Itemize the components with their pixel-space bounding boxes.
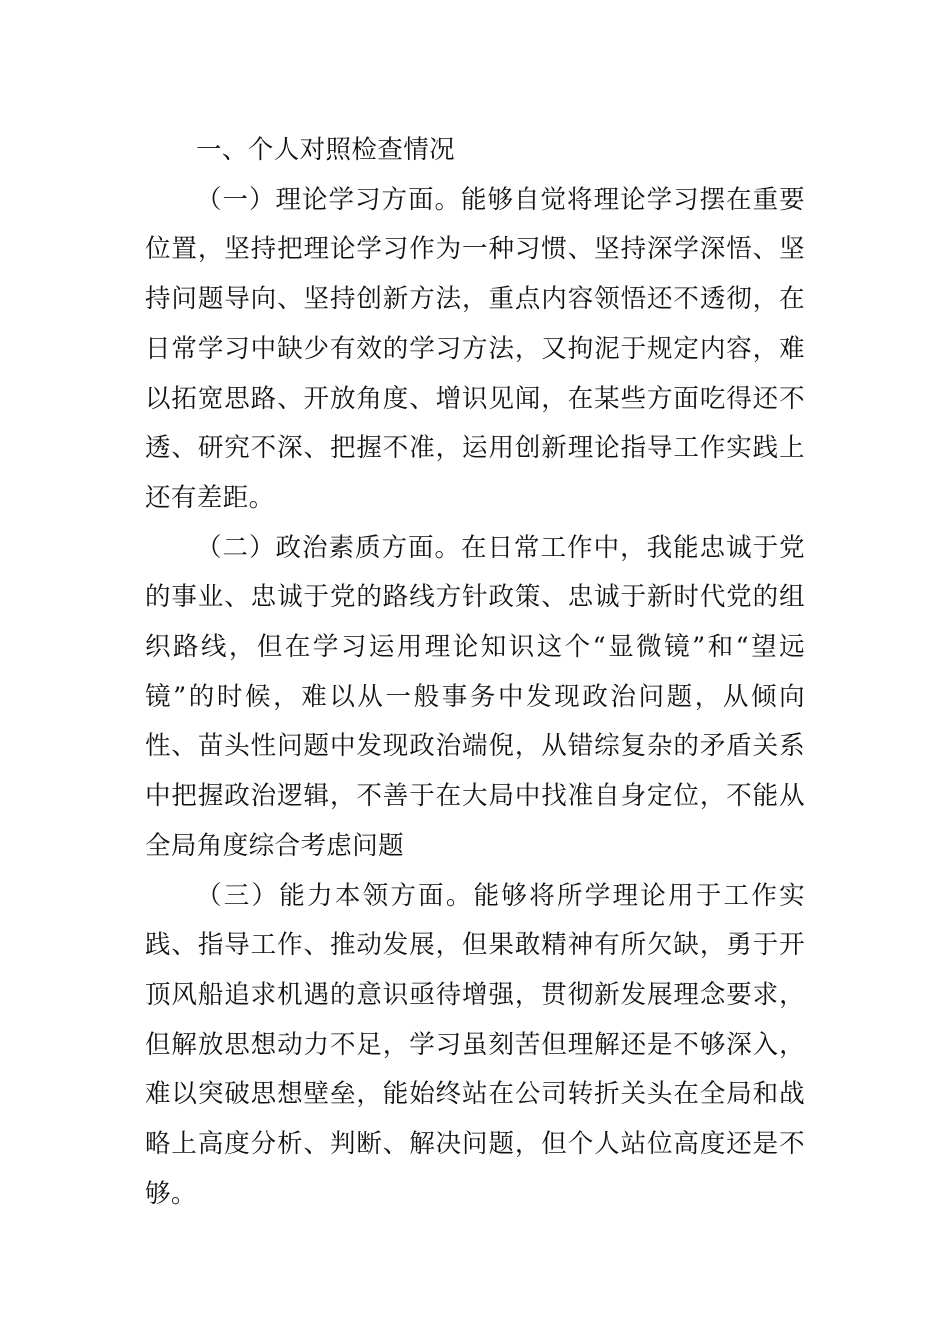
section-heading: 一、个人对照检查情况	[196, 135, 456, 165]
paragraph-theory-study: （一）理论学习方面。能够自觉将理论学习摆在重要位置，坚持把理论学习作为一种习惯、坚持深学深悟、坚持问题导向、坚持创新方法，重点内容领悟还不透彻，在日常学习中缺少有效的学习方法，又拘泥于规定内容，难以拓宽思路、开放角度、增识见闻，在某些方面吃得还不透、研究不深、把握不准，运用创新理论指导工作实践上还有差距。	[145, 184, 805, 513]
paragraph-political-quality: （二）政治素质方面。在日常工作中，我能忠诚于党的事业、忠诚于党的路线方针政策、忠诚于新时代党的组织路线，但在学习运用理论知识这个“显微镜”和“望远镜”的时候，难以从一般事务中发现政治问题，从倾向性、苗头性问题中发现政治端倪，从错综复杂的矛盾关系中把握政治逻辑，不善于在大局中找准自身定位，不能从全局角度综合考虑问题	[145, 532, 805, 861]
document-body	[145, 126, 805, 1219]
paragraph-ability: （三）能力本领方面。能够将所学理论用于工作实践、指导工作、推动发展，但果敢精神有所欠缺，勇于开顶风船追求机遇的意识亟待增强，贯彻新发展理念要求，但解放思想动力不足，学习虽刻苦但理解还是不够深入，难以突破思想壁垒，能始终站在公司转折关头在全局和战略上高度分析、判断、解决问题，但个人站位高度还是不够。	[145, 880, 805, 1209]
